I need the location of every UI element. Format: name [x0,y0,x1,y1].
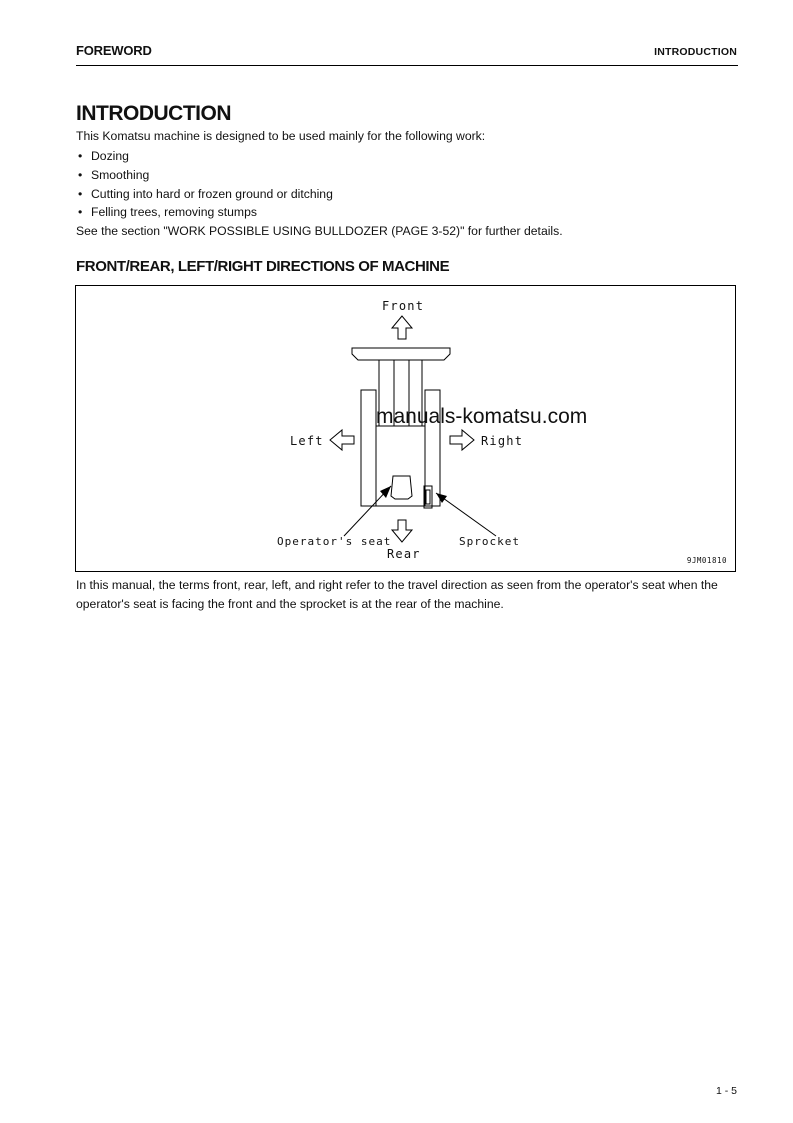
front-label: Front [382,299,425,313]
blade-outline [352,348,450,360]
figure-code: 9JM01810 [686,556,727,565]
header-divider [76,65,738,66]
bullet-icon: • [78,149,83,163]
operator-seat-label: Operator's seat [277,535,392,548]
sprocket-leader [436,493,496,536]
right-label: Right [481,434,524,448]
list-item: • Dozing [78,149,129,163]
sprocket-pointer-icon [436,493,447,503]
work-list [78,148,333,223]
page-title: INTRODUCTION [76,102,231,125]
list-item: • Smoothing [78,167,150,182]
sprocket-label: Sprocket [459,535,520,548]
page-number: 1 - 5 [715,1085,737,1097]
watermark: manuals-komatsu.com [376,405,588,428]
bullet-icon: • [78,205,83,220]
bulldozer-top-view-diagram [76,286,737,573]
list-item: • Cutting into hard or frozen ground or ditching [78,186,333,201]
right-arrow-icon [450,430,474,450]
intro-lead-text: This Komatsu machine is designed to be used mainly for the following work: [76,129,486,143]
front-arrow-icon [392,316,412,339]
operator-seat-icon [391,476,412,499]
list-item: • Felling trees, removing stumps [78,205,257,220]
directions-explanation-text: In this manual, the terms front, rear, left, and right refer to the travel direction as seen from the operator's seat when the operator's seat is facing the front and the sprocket is at the rear of the machine. [76,578,718,611]
bullet-icon: • [78,186,83,201]
section-title: FRONT/REAR, LEFT/RIGHT DIRECTIONS OF MACHINE [76,258,450,275]
bullet-icon: • [78,167,83,182]
left-label: Left [290,434,324,448]
left-arrow-icon [330,430,354,450]
header-section-label: FOREWORD [76,43,152,58]
header-chapter-label: INTRODUCTION [654,46,737,58]
left-track-outline [361,390,376,506]
rear-arrow-icon [392,520,412,542]
see-also-text: See the section "WORK POSSIBLE USING BULLDOZER (PAGE 3-52)" for further details. [76,224,563,238]
rear-label: Rear [387,547,421,561]
